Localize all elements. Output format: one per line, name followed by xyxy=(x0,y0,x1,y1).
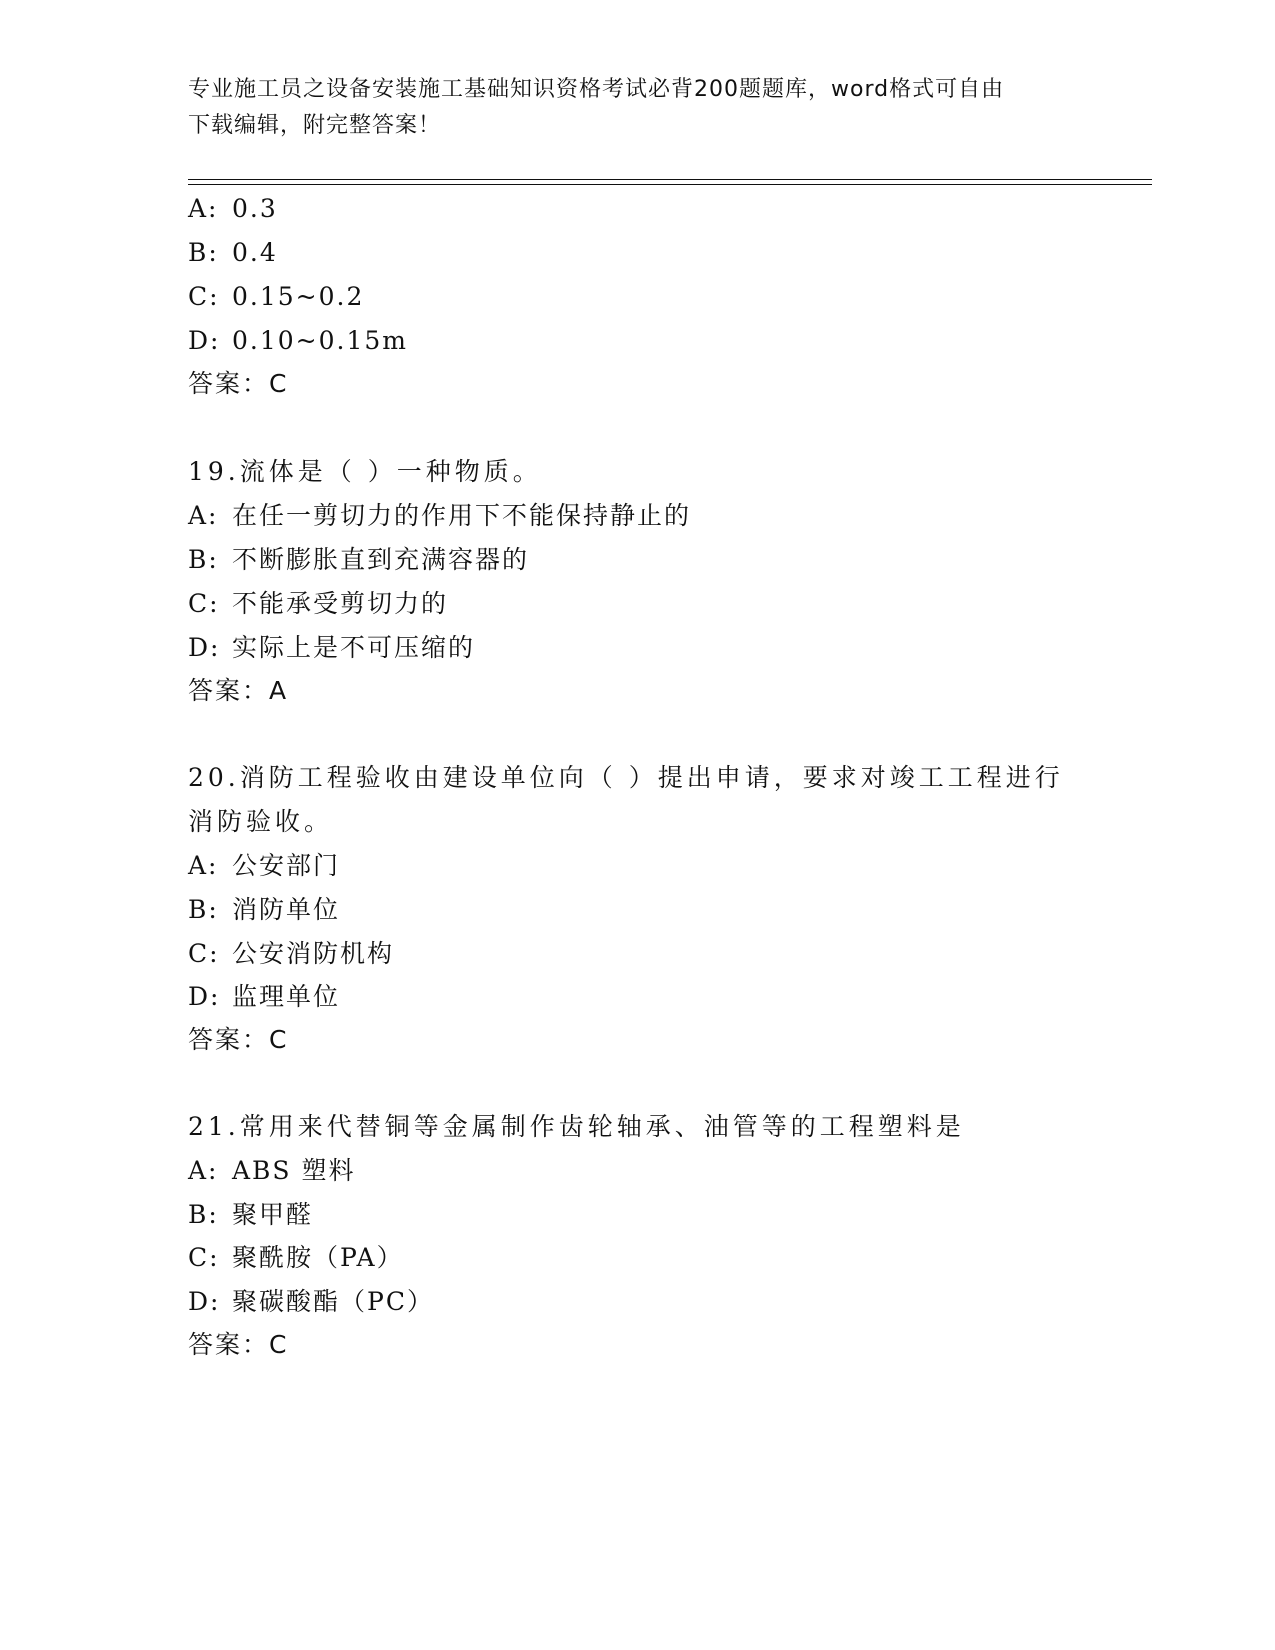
option-text: 公安消防机构 xyxy=(232,939,395,968)
q20-option-b xyxy=(188,893,340,927)
q20-answer: 答案：C xyxy=(188,1025,289,1054)
q20-option-d xyxy=(188,980,340,1014)
q18-option-c xyxy=(188,280,364,314)
option-letter: C: xyxy=(188,589,220,618)
q19-option-c xyxy=(188,587,448,621)
option-text: 监理单位 xyxy=(232,982,341,1011)
option-text: 在任一剪切力的作用下不能保持静止的 xyxy=(232,501,692,530)
option-text: 0.3 xyxy=(232,194,278,223)
q18-option-d xyxy=(188,324,408,358)
header-divider-bottom xyxy=(188,184,1152,185)
option-letter: A: xyxy=(188,194,219,223)
q21-option-c xyxy=(188,1241,404,1275)
option-text: 聚碳酸酯（PC） xyxy=(232,1287,434,1316)
q19-question: 19.流体是（ ）一种物质。 xyxy=(188,457,542,486)
option-letter: B: xyxy=(188,238,219,267)
q20-question-line-1: 20.消防工程验收由建设单位向（ ）提出申请，要求对竣工工程进行 xyxy=(188,763,1064,792)
q21-answer: 答案：C xyxy=(188,1330,289,1359)
q21-option-d xyxy=(188,1285,434,1319)
q19-option-b xyxy=(188,543,529,577)
option-letter: B: xyxy=(188,895,219,924)
header-line-2: 下载编辑，附完整答案！ xyxy=(188,113,442,138)
option-letter: C: xyxy=(188,1243,220,1272)
option-letter: A: xyxy=(188,1156,219,1185)
q21-question: 21.常用来代替铜等金属制作齿轮轴承、油管等的工程塑料是 xyxy=(188,1112,965,1141)
option-text: 0.15~0.2 xyxy=(232,282,365,311)
option-letter: B: xyxy=(188,1200,219,1229)
option-letter: D: xyxy=(188,633,221,662)
q18-answer: 答案：C xyxy=(188,369,289,398)
option-text: ABS 塑料 xyxy=(232,1156,356,1185)
option-text: 0.10~0.15m xyxy=(232,326,408,355)
option-letter: A: xyxy=(188,501,219,530)
option-letter: A: xyxy=(188,851,219,880)
option-text: 实际上是不可压缩的 xyxy=(232,633,476,662)
header-divider-top xyxy=(188,179,1152,180)
option-text: 聚酰胺（PA） xyxy=(232,1243,404,1272)
option-letter: D: xyxy=(188,982,221,1011)
q18-option-a xyxy=(188,192,278,226)
option-text: 聚甲醛 xyxy=(232,1200,314,1229)
option-text: 公安部门 xyxy=(232,851,341,880)
option-letter: C: xyxy=(188,282,220,311)
q20-option-a xyxy=(188,849,340,883)
option-letter: D: xyxy=(188,326,221,355)
q19-option-d xyxy=(188,631,475,665)
option-text: 消防单位 xyxy=(232,895,341,924)
option-letter: C: xyxy=(188,939,220,968)
q19-answer: 答案：A xyxy=(188,676,289,705)
q21-option-a xyxy=(188,1154,356,1188)
q20-question-line-2: 消防验收。 xyxy=(188,807,334,836)
option-text: 0.4 xyxy=(232,238,278,267)
q21-option-b xyxy=(188,1198,313,1232)
q20-option-c xyxy=(188,937,394,971)
option-letter: B: xyxy=(188,545,219,574)
q19-option-a xyxy=(188,499,691,533)
document-header xyxy=(188,72,1088,144)
option-letter: D: xyxy=(188,1287,221,1316)
option-text: 不断膨胀直到充满容器的 xyxy=(232,545,530,574)
option-text: 不能承受剪切力的 xyxy=(232,589,449,618)
header-line-1: 专业施工员之设备安装施工基础知识资格考试必背200题题库，word格式可自由 xyxy=(188,77,1005,102)
q18-option-b xyxy=(188,236,278,270)
